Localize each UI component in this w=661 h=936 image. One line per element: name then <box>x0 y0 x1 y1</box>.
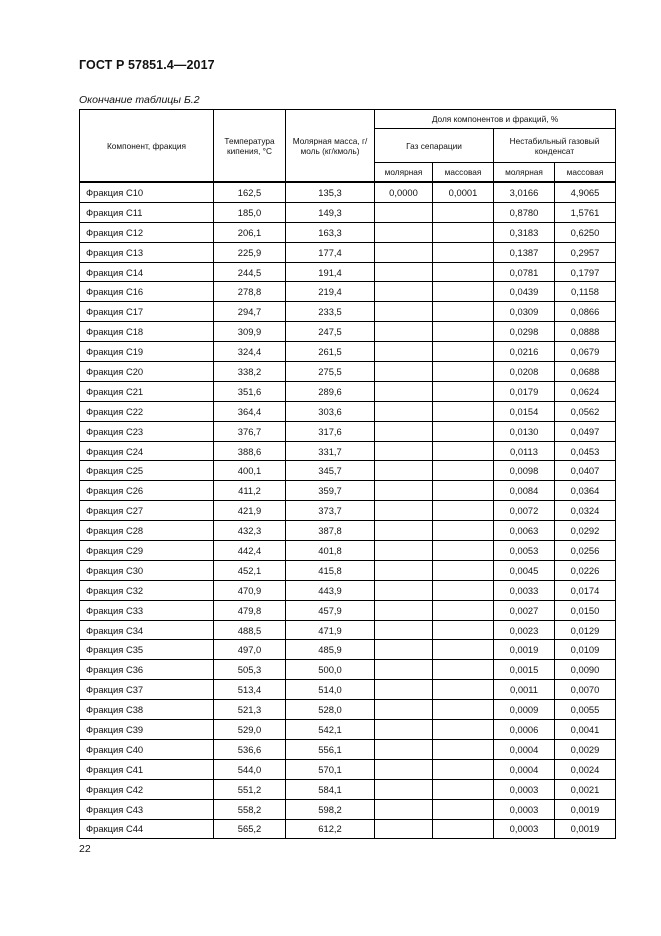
cell-molar-mass: 261,5 <box>286 342 375 362</box>
cell-gas-mass <box>433 242 494 262</box>
cell-boiling-temp: 551,2 <box>214 779 286 799</box>
cell-gas-molar <box>375 580 433 600</box>
cell-cond-molar: 0,0208 <box>494 362 555 382</box>
cell-molar-mass: 584,1 <box>286 779 375 799</box>
cell-gas-molar <box>375 660 433 680</box>
table-row <box>80 362 616 382</box>
cell-gas-molar <box>375 779 433 799</box>
cell-gas-molar <box>375 739 433 759</box>
header-molar-mass: Молярная масса, г/моль (кг/кмоль) <box>286 110 375 183</box>
cell-cond-mass: 0,0256 <box>555 541 616 561</box>
header-component: Компонент, фракция <box>80 110 214 183</box>
cell-molar-mass: 135,3 <box>286 182 375 202</box>
cell-boiling-temp: 364,4 <box>214 401 286 421</box>
cell-boiling-temp: 162,5 <box>214 182 286 202</box>
cell-molar-mass: 317,6 <box>286 421 375 441</box>
cell-cond-molar: 0,0033 <box>494 580 555 600</box>
cell-gas-molar <box>375 401 433 421</box>
cell-boiling-temp: 206,1 <box>214 222 286 242</box>
cell-molar-mass: 485,9 <box>286 640 375 660</box>
cell-component: Фракция С13 <box>80 242 214 262</box>
cell-gas-molar <box>375 819 433 839</box>
cell-gas-mass <box>433 501 494 521</box>
cell-gas-molar <box>375 620 433 640</box>
cell-boiling-temp: 565,2 <box>214 819 286 839</box>
cell-cond-mass: 0,0019 <box>555 799 616 819</box>
cell-component: Фракция С37 <box>80 680 214 700</box>
cell-cond-mass: 0,0090 <box>555 660 616 680</box>
table-row <box>80 242 616 262</box>
cell-gas-mass <box>433 521 494 541</box>
cell-cond-molar: 0,3183 <box>494 222 555 242</box>
table-row <box>80 560 616 580</box>
cell-component: Фракция С11 <box>80 202 214 222</box>
cell-cond-molar: 0,0006 <box>494 720 555 740</box>
cell-gas-mass <box>433 720 494 740</box>
cell-cond-molar: 0,0003 <box>494 819 555 839</box>
table-row <box>80 421 616 441</box>
cell-boiling-temp: 400,1 <box>214 461 286 481</box>
cell-cond-molar: 3,0166 <box>494 182 555 202</box>
cell-cond-molar: 0,0063 <box>494 521 555 541</box>
cell-boiling-temp: 225,9 <box>214 242 286 262</box>
cell-gas-molar <box>375 501 433 521</box>
cell-cond-mass: 0,0070 <box>555 680 616 700</box>
cell-cond-mass: 0,0129 <box>555 620 616 640</box>
cell-component: Фракция С12 <box>80 222 214 242</box>
cell-boiling-temp: 479,8 <box>214 600 286 620</box>
cell-gas-mass <box>433 322 494 342</box>
cell-boiling-temp: 442,4 <box>214 541 286 561</box>
cell-component: Фракция С17 <box>80 302 214 322</box>
cell-cond-mass: 0,0324 <box>555 501 616 521</box>
cell-cond-molar: 0,0019 <box>494 640 555 660</box>
cell-cond-mass: 0,0174 <box>555 580 616 600</box>
cell-gas-mass <box>433 441 494 461</box>
cell-boiling-temp: 513,4 <box>214 680 286 700</box>
cell-molar-mass: 471,9 <box>286 620 375 640</box>
header-gas-mass: массовая <box>433 163 494 183</box>
cell-boiling-temp: 351,6 <box>214 381 286 401</box>
cell-molar-mass: 415,8 <box>286 560 375 580</box>
cell-cond-mass: 1,5761 <box>555 202 616 222</box>
cell-boiling-temp: 338,2 <box>214 362 286 382</box>
cell-molar-mass: 542,1 <box>286 720 375 740</box>
table-row <box>80 182 616 202</box>
cell-cond-molar: 0,0298 <box>494 322 555 342</box>
cell-cond-mass: 0,0562 <box>555 401 616 421</box>
cell-molar-mass: 373,7 <box>286 501 375 521</box>
table-row <box>80 381 616 401</box>
cell-cond-molar: 0,0309 <box>494 302 555 322</box>
header-unstable-condensate: Нестабильный газовый конденсат <box>494 129 616 163</box>
cell-component: Фракция С18 <box>80 322 214 342</box>
cell-molar-mass: 387,8 <box>286 521 375 541</box>
cell-gas-mass <box>433 401 494 421</box>
cell-cond-molar: 0,0004 <box>494 759 555 779</box>
cell-component: Фракция С16 <box>80 282 214 302</box>
cell-cond-molar: 0,0009 <box>494 700 555 720</box>
cell-gas-molar <box>375 342 433 362</box>
table-row <box>80 700 616 720</box>
cell-molar-mass: 401,8 <box>286 541 375 561</box>
cell-gas-mass <box>433 262 494 282</box>
table-row <box>80 202 616 222</box>
cell-cond-molar: 0,0130 <box>494 421 555 441</box>
table-row <box>80 640 616 660</box>
header-fraction-share: Доля компонентов и фракций, % <box>375 110 616 129</box>
cell-cond-molar: 0,0023 <box>494 620 555 640</box>
cell-molar-mass: 457,9 <box>286 600 375 620</box>
cell-boiling-temp: 470,9 <box>214 580 286 600</box>
cell-molar-mass: 500,0 <box>286 660 375 680</box>
cell-boiling-temp: 558,2 <box>214 799 286 819</box>
cell-cond-mass: 0,0679 <box>555 342 616 362</box>
cell-gas-mass <box>433 739 494 759</box>
cell-component: Фракция С36 <box>80 660 214 680</box>
cell-cond-mass: 0,0866 <box>555 302 616 322</box>
cell-cond-molar: 0,0072 <box>494 501 555 521</box>
table-row <box>80 302 616 322</box>
cell-component: Фракция С43 <box>80 799 214 819</box>
cell-gas-molar <box>375 481 433 501</box>
cell-gas-mass <box>433 819 494 839</box>
table-row <box>80 401 616 421</box>
cell-boiling-temp: 505,3 <box>214 660 286 680</box>
cell-cond-mass: 0,0292 <box>555 521 616 541</box>
cell-gas-molar <box>375 680 433 700</box>
cell-gas-molar <box>375 560 433 580</box>
table-row <box>80 262 616 282</box>
cell-boiling-temp: 324,4 <box>214 342 286 362</box>
cell-component: Фракция С27 <box>80 501 214 521</box>
table-row <box>80 580 616 600</box>
cell-component: Фракция С30 <box>80 560 214 580</box>
cell-cond-mass: 0,1158 <box>555 282 616 302</box>
table-row <box>80 600 616 620</box>
cell-gas-mass: 0,0001 <box>433 182 494 202</box>
cell-cond-molar: 0,0045 <box>494 560 555 580</box>
cell-gas-mass <box>433 799 494 819</box>
cell-cond-molar: 0,0781 <box>494 262 555 282</box>
cell-molar-mass: 528,0 <box>286 700 375 720</box>
cell-cond-mass: 0,0453 <box>555 441 616 461</box>
cell-molar-mass: 598,2 <box>286 799 375 819</box>
page-number: 22 <box>79 843 91 855</box>
cell-gas-mass <box>433 600 494 620</box>
cell-gas-mass <box>433 580 494 600</box>
cell-cond-molar: 0,0216 <box>494 342 555 362</box>
cell-component: Фракция С19 <box>80 342 214 362</box>
cell-cond-mass: 0,0041 <box>555 720 616 740</box>
table-row <box>80 461 616 481</box>
table-row <box>80 779 616 799</box>
cell-gas-molar <box>375 541 433 561</box>
cell-gas-mass <box>433 202 494 222</box>
cell-molar-mass: 359,7 <box>286 481 375 501</box>
table-row <box>80 680 616 700</box>
cell-boiling-temp: 411,2 <box>214 481 286 501</box>
cell-component: Фракция С10 <box>80 182 214 202</box>
cell-boiling-temp: 185,0 <box>214 202 286 222</box>
table-row <box>80 541 616 561</box>
cell-gas-mass <box>433 759 494 779</box>
cell-gas-molar <box>375 282 433 302</box>
cell-boiling-temp: 244,5 <box>214 262 286 282</box>
cell-gas-mass <box>433 302 494 322</box>
table-row <box>80 521 616 541</box>
cell-cond-mass: 0,0226 <box>555 560 616 580</box>
cell-boiling-temp: 309,9 <box>214 322 286 342</box>
document-header: ГОСТ Р 57851.4—2017 <box>79 58 215 72</box>
fractions-table <box>79 109 616 839</box>
cell-molar-mass: 149,3 <box>286 202 375 222</box>
cell-cond-molar: 0,0053 <box>494 541 555 561</box>
cell-molar-mass: 233,5 <box>286 302 375 322</box>
cell-component: Фракция С29 <box>80 541 214 561</box>
cell-boiling-temp: 376,7 <box>214 421 286 441</box>
cell-component: Фракция С28 <box>80 521 214 541</box>
cell-gas-mass <box>433 541 494 561</box>
cell-cond-mass: 0,0150 <box>555 600 616 620</box>
cell-cond-mass: 0,0029 <box>555 739 616 759</box>
cell-molar-mass: 556,1 <box>286 739 375 759</box>
cell-cond-mass: 0,0888 <box>555 322 616 342</box>
cell-molar-mass: 275,5 <box>286 362 375 382</box>
table-row <box>80 342 616 362</box>
cell-gas-molar <box>375 262 433 282</box>
cell-boiling-temp: 294,7 <box>214 302 286 322</box>
cell-boiling-temp: 278,8 <box>214 282 286 302</box>
cell-gas-molar <box>375 799 433 819</box>
header-cond-molar: молярная <box>494 163 555 183</box>
cell-cond-mass: 0,1797 <box>555 262 616 282</box>
cell-molar-mass: 612,2 <box>286 819 375 839</box>
cell-gas-mass <box>433 342 494 362</box>
cell-gas-mass <box>433 282 494 302</box>
cell-molar-mass: 247,5 <box>286 322 375 342</box>
cell-component: Фракция С42 <box>80 779 214 799</box>
cell-molar-mass: 514,0 <box>286 680 375 700</box>
cell-gas-molar <box>375 202 433 222</box>
cell-cond-molar: 0,0003 <box>494 779 555 799</box>
cell-cond-mass: 0,0024 <box>555 759 616 779</box>
cell-component: Фракция С20 <box>80 362 214 382</box>
cell-boiling-temp: 529,0 <box>214 720 286 740</box>
cell-component: Фракция С33 <box>80 600 214 620</box>
cell-component: Фракция С22 <box>80 401 214 421</box>
cell-cond-molar: 0,0113 <box>494 441 555 461</box>
cell-cond-mass: 0,0688 <box>555 362 616 382</box>
cell-component: Фракция С40 <box>80 739 214 759</box>
table-caption: Окончание таблицы Б.2 <box>79 94 200 106</box>
cell-boiling-temp: 488,5 <box>214 620 286 640</box>
cell-gas-molar <box>375 242 433 262</box>
cell-molar-mass: 331,7 <box>286 441 375 461</box>
cell-cond-mass: 4,9065 <box>555 182 616 202</box>
cell-cond-mass: 0,2957 <box>555 242 616 262</box>
header-gas-molar: молярная <box>375 163 433 183</box>
table-row <box>80 501 616 521</box>
header-boiling-temp: Температура кипения, °С <box>214 110 286 183</box>
table-row <box>80 799 616 819</box>
cell-cond-molar: 0,0439 <box>494 282 555 302</box>
cell-gas-mass <box>433 222 494 242</box>
cell-gas-mass <box>433 779 494 799</box>
cell-molar-mass: 177,4 <box>286 242 375 262</box>
cell-boiling-temp: 497,0 <box>214 640 286 660</box>
table-row <box>80 441 616 461</box>
table-row <box>80 620 616 640</box>
cell-gas-molar <box>375 720 433 740</box>
cell-gas-molar <box>375 461 433 481</box>
cell-gas-molar <box>375 322 433 342</box>
cell-gas-mass <box>433 620 494 640</box>
cell-gas-molar <box>375 700 433 720</box>
table-row <box>80 322 616 342</box>
cell-boiling-temp: 388,6 <box>214 441 286 461</box>
table-row <box>80 739 616 759</box>
cell-gas-molar <box>375 381 433 401</box>
cell-cond-molar: 0,0011 <box>494 680 555 700</box>
cell-molar-mass: 289,6 <box>286 381 375 401</box>
cell-gas-mass <box>433 660 494 680</box>
cell-component: Фракция С26 <box>80 481 214 501</box>
cell-gas-mass <box>433 362 494 382</box>
cell-gas-molar <box>375 421 433 441</box>
cell-component: Фракция С35 <box>80 640 214 660</box>
cell-cond-molar: 0,0027 <box>494 600 555 620</box>
cell-boiling-temp: 521,3 <box>214 700 286 720</box>
cell-gas-molar: 0,0000 <box>375 182 433 202</box>
cell-boiling-temp: 544,0 <box>214 759 286 779</box>
cell-gas-molar <box>375 521 433 541</box>
cell-cond-molar: 0,0179 <box>494 381 555 401</box>
cell-component: Фракция С41 <box>80 759 214 779</box>
cell-gas-molar <box>375 362 433 382</box>
cell-component: Фракция С14 <box>80 262 214 282</box>
cell-component: Фракция С44 <box>80 819 214 839</box>
cell-cond-molar: 0,0154 <box>494 401 555 421</box>
cell-cond-mass: 0,0109 <box>555 640 616 660</box>
cell-component: Фракция С32 <box>80 580 214 600</box>
cell-molar-mass: 163,3 <box>286 222 375 242</box>
cell-component: Фракция С24 <box>80 441 214 461</box>
cell-molar-mass: 219,4 <box>286 282 375 302</box>
cell-boiling-temp: 536,6 <box>214 739 286 759</box>
cell-gas-mass <box>433 560 494 580</box>
cell-gas-mass <box>433 481 494 501</box>
cell-gas-molar <box>375 759 433 779</box>
cell-gas-mass <box>433 700 494 720</box>
cell-cond-molar: 0,1387 <box>494 242 555 262</box>
cell-component: Фракция С39 <box>80 720 214 740</box>
cell-molar-mass: 570,1 <box>286 759 375 779</box>
cell-cond-molar: 0,0098 <box>494 461 555 481</box>
table-row <box>80 481 616 501</box>
cell-cond-mass: 0,0364 <box>555 481 616 501</box>
cell-gas-mass <box>433 461 494 481</box>
cell-cond-molar: 0,0003 <box>494 799 555 819</box>
cell-molar-mass: 345,7 <box>286 461 375 481</box>
cell-cond-mass: 0,0497 <box>555 421 616 441</box>
table-row <box>80 819 616 839</box>
table-row <box>80 282 616 302</box>
cell-cond-mass: 0,6250 <box>555 222 616 242</box>
table-body <box>80 182 616 839</box>
cell-component: Фракция С23 <box>80 421 214 441</box>
cell-molar-mass: 191,4 <box>286 262 375 282</box>
cell-gas-molar <box>375 441 433 461</box>
header-cond-mass: массовая <box>555 163 616 183</box>
cell-cond-mass: 0,0021 <box>555 779 616 799</box>
cell-molar-mass: 443,9 <box>286 580 375 600</box>
table-row <box>80 720 616 740</box>
cell-boiling-temp: 452,1 <box>214 560 286 580</box>
cell-gas-molar <box>375 222 433 242</box>
cell-gas-molar <box>375 600 433 620</box>
cell-component: Фракция С21 <box>80 381 214 401</box>
cell-gas-molar <box>375 302 433 322</box>
table-row <box>80 222 616 242</box>
cell-cond-molar: 0,0004 <box>494 739 555 759</box>
cell-component: Фракция С38 <box>80 700 214 720</box>
table-row <box>80 660 616 680</box>
cell-cond-mass: 0,0055 <box>555 700 616 720</box>
cell-cond-molar: 0,0015 <box>494 660 555 680</box>
cell-component: Фракция С25 <box>80 461 214 481</box>
cell-boiling-temp: 432,3 <box>214 521 286 541</box>
cell-cond-mass: 0,0407 <box>555 461 616 481</box>
cell-gas-mass <box>433 381 494 401</box>
cell-molar-mass: 303,6 <box>286 401 375 421</box>
cell-gas-mass <box>433 680 494 700</box>
cell-cond-molar: 0,0084 <box>494 481 555 501</box>
table-row <box>80 759 616 779</box>
cell-gas-mass <box>433 421 494 441</box>
cell-cond-molar: 0,8780 <box>494 202 555 222</box>
cell-gas-mass <box>433 640 494 660</box>
cell-gas-molar <box>375 640 433 660</box>
cell-cond-mass: 0,0019 <box>555 819 616 839</box>
header-separation-gas: Газ сепарации <box>375 129 494 163</box>
cell-cond-mass: 0,0624 <box>555 381 616 401</box>
cell-component: Фракция С34 <box>80 620 214 640</box>
cell-boiling-temp: 421,9 <box>214 501 286 521</box>
